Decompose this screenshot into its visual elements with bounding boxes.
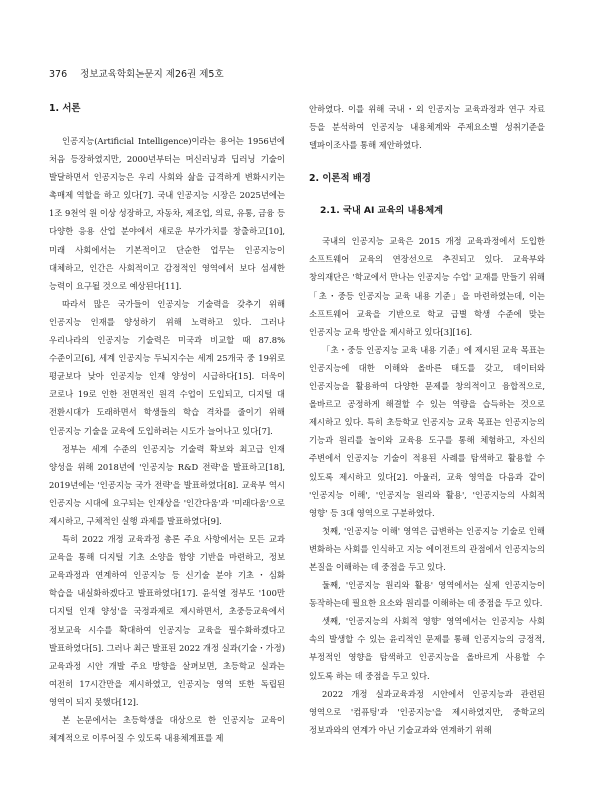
- subsection-heading: 2.1. 국내 AI 교육의 내용체계: [320, 205, 443, 217]
- body-paragraph: 국내의 인공지능 교육은 2015 개정 교육과정에서 도입한 소프트웨어 교육의 연장선으로 추진되고 있다. 교육부와 창의재단은 '학교에서 만나는 인공지능 수업' 교재를 만들기 위해 「초・중등 인공지능 교육 내용 기준」을 마련하였는데, 이는 소프트웨어 교육을 기반으로 학교 급별 학생 수준에 맞는 인공지능 교육 방안을 제시하고 있다[3][16].: [309, 236, 545, 337]
- body-paragraph: 둘째, '인공지능 원리와 활용' 영역에서는 실제 인공지능이 동작하는데 필요한 요소와 원리를 이해하는 데 중점을 두고 있다.: [309, 580, 545, 609]
- body-paragraph: 특히 2022 개정 교육과정 총론 주요 사항에서는 모든 교과 교육을 통해 디지털 기초 소양을 함양 기반을 마련하고, 정보 교육과정과 연계하여 인공지능 등 신기술 분야 기초・심화 학습을 내실화하겠다고 발표하였다[17]. 윤석열 정부도 '100만 디지털 인재 양성'을 국정과제로 제시하면서, 초중등교육에서 정보교육 시수를 확대하여 인공지능 교육을 필수화하겠다고 발표하였다[5]. 그러나 최근 발표된 2022 개정 실과(기술・가정) 교육과정 시안 개발 주요 방향을 살펴보면, 초등학교 실과는 여전히 17시간만을 제시하였고, 인공지능 영역 또한 독립된 영역이 되지 못했다[12].: [49, 534, 285, 707]
- section-heading-background: 2. 이론적 배경: [309, 173, 371, 185]
- page-number: 376: [49, 69, 68, 80]
- body-paragraph: 본 논문에서는 초등학생을 대상으로 한 인공지능 교육이 체계적으로 이루어질 수 있도록 내용체계표를 제: [49, 715, 285, 744]
- body-paragraph: 정부는 세계 수준의 인공지능 기술력 확보와 최고급 인재 양성을 위해 2018년에 '인공지능 R&D 전략'을 발표하고[18], 2019년에는 '인공지능 국가 전략'을 발표하였다[8]. 교육부 역시 인공지능 시대에 요구되는 인재상을 '인간다움'과 '미래다움'으로 제시하고, 구체적인 실행 과제를 발표하였다[9].: [49, 443, 285, 526]
- body-paragraph: 셋째, '인공지능의 사회적 영향' 영역에서는 인공지능 사회 속의 발생할 수 있는 윤리적인 문제를 통해 인공지능의 긍정적, 부정적인 영향을 탐색하고 인공지능을 올바르게 사용할 수 있도록 하는 데 중점을 두고 있다.: [309, 616, 545, 681]
- body-paragraph: 첫째, '인공지능 이해' 영역은 급변하는 인공지능 기술로 인해 변화하는 사회를 인식하고 지능 에이전트의 관점에서 인공지능의 본질을 이해하는 데 중점을 두고 있다.: [309, 525, 545, 572]
- left-column: [49, 100, 285, 747]
- body-paragraph-continued: 안하였다. 이를 위해 국내・외 인공지능 교육과정과 연구 자료 등을 분석하여 인공지능 내용체계와 주제요소별 성취기준을 델파이조사를 통해 제안하였다.: [309, 104, 545, 151]
- body-paragraph: 인공지능(Artificial Intelligence)이라는 용어는 1956년에 처음 등장하였지만, 2000년부터는 머신러닝과 딥러닝 기술이 발달하면서 인공지능은 우리 사회와 삶을 급격하게 변화시키는 촉매제 역할을 하고 있다[7]. 국내 인공지능 시장은 2025년에는 1조 9천억 원 이상 성장하고, 자동차, 제조업, 의료, 유통, 금융 등 다양한 응용 산업 분야에서 새로운 부가가치를 창출하고[10], 미래 사회에서는 기본적이고 단순한 업무는 인공지능이 대체하고, 인간은 사회적이고 감정적인 영역에서 보다 섬세한 능력이 요구될 것으로 예상된다[11].: [49, 136, 285, 291]
- running-head: [49, 66, 224, 80]
- right-column: [309, 100, 545, 739]
- body-paragraph: 「초・중등 인공지능 교육 내용 기준」에 제시된 교육 목표는 인공지능에 대한 이해와 올바른 태도를 갖고, 데이터와 인공지능을 활용하여 다양한 문제를 창의적이고 융합적으로, 올바르고 공정하게 해결할 수 있는 역량을 습득하는 것으로 제시하고 있다. 특히 초등학교 인공지능 교육 목표는 인공지능의 기능과 원리를 놀이와 교육용 도구를 통해 체험하고, 자신의 주변에서 인공지능 기술이 적용된 사례를 탐색하고 활용할 수 있도록 제시하고 있다[2]. 아울러, 교육 영역을 다음과 같이 '인공지능 이해', '인공지능 원리와 활용', '인공지능의 사회적 영향' 등 3대 영역으로 구분하였다.: [309, 344, 545, 518]
- journal-title: 정보교육학회논문지 제26권 제5호: [80, 69, 224, 80]
- body-paragraph: 2022 개정 실과교육과정 시안에서 인공지능과 관련된 영역으로 '컴퓨팅'과 '인공지능'을 제시하였지만, 중학교의 정보과와의 연계가 아닌 기술교과와 연계하기 위해: [309, 688, 545, 735]
- section-heading-introduction: 1. 서론: [49, 103, 81, 114]
- body-paragraph: 따라서 많은 국가들이 인공지능 기술력을 갖추기 위해 인공지능 인재를 양성하기 위해 노력하고 있다. 그러나 우리나라의 인공지능 기술력은 미국과 비교할 때 87.8% 수준이고[6], 세계 인공지능 두뇌지수는 세계 25개국 중 19위로 평균보다 낮아 인공지능 인재 양성이 시급하다[15]. 더욱이 코로나 19로 인한 전면적인 원격 수업이 도입되고, 디지털 대 전환시대가 도래하면서 학생들의 학습 격차를 줄이기 위해 인공지능 기술을 교육에 도입하려는 시도가 늘어나고 있다[7].: [49, 298, 285, 436]
